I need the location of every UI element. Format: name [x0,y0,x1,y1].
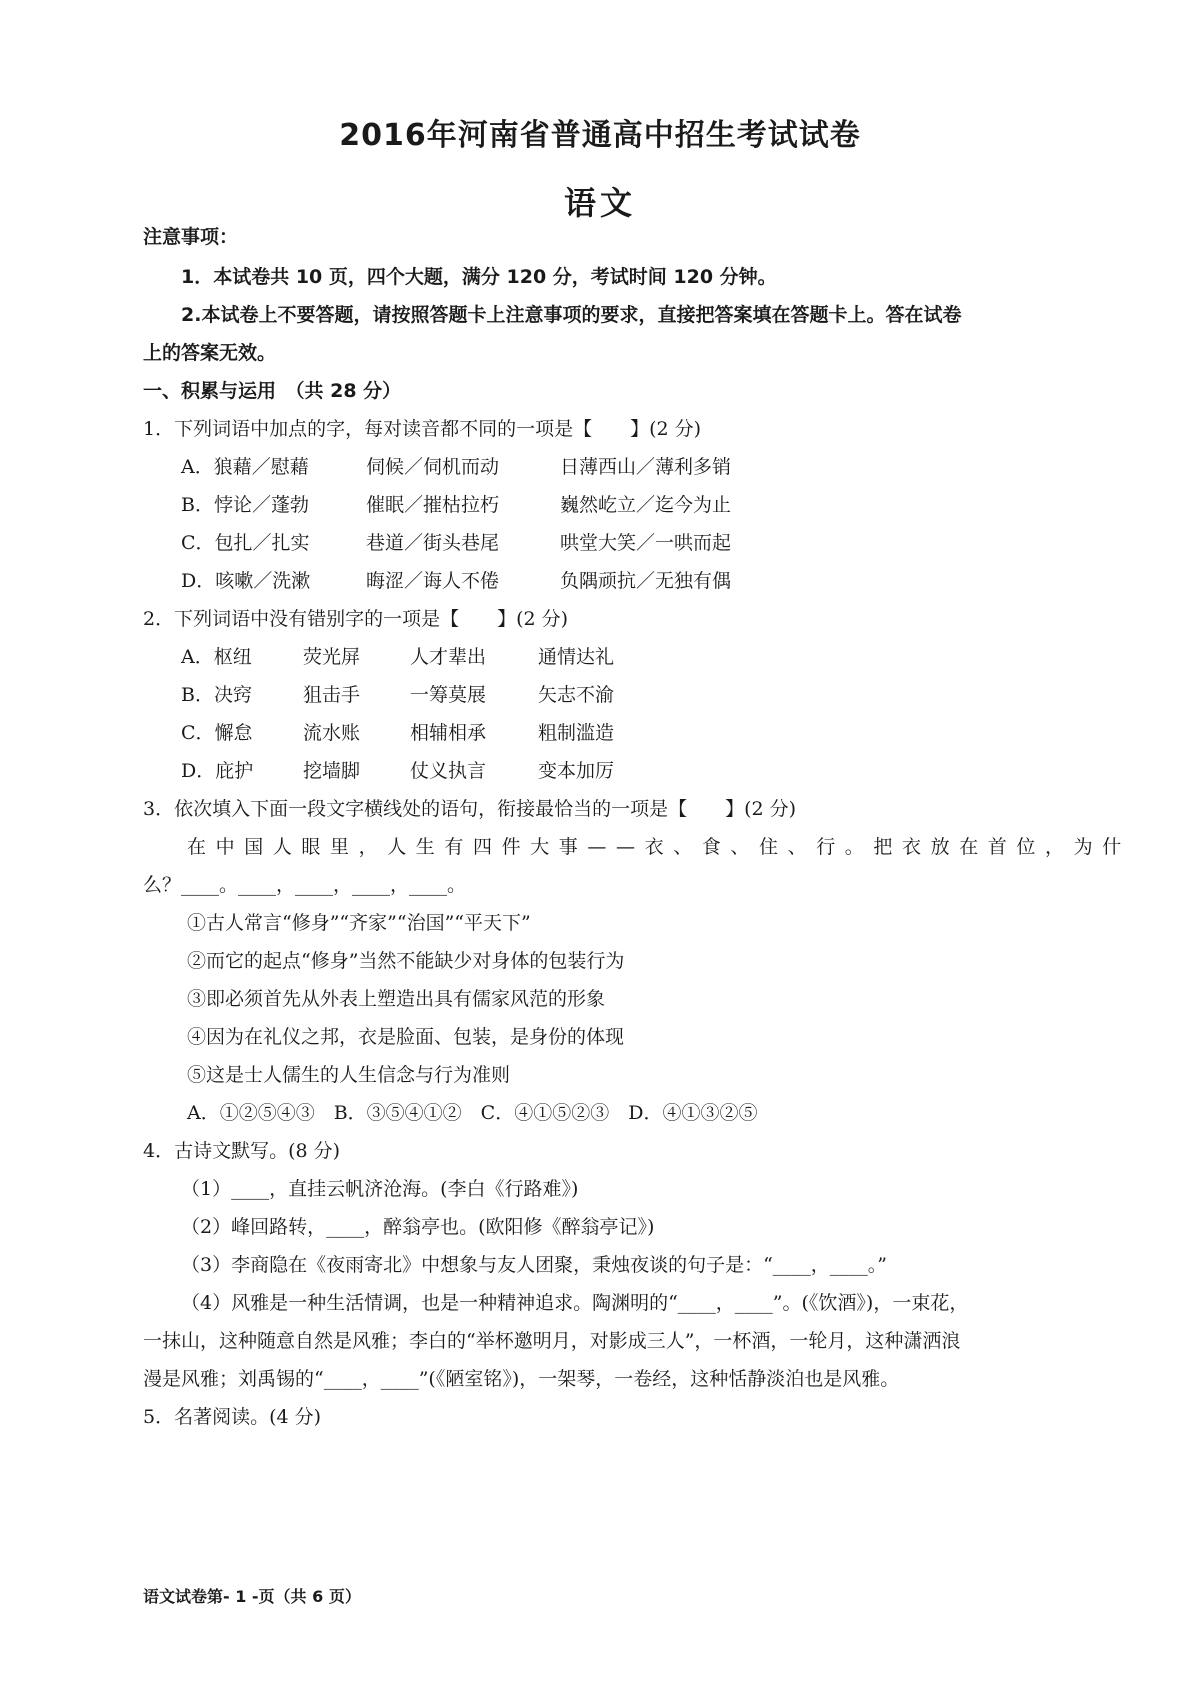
question-4-part-2: （2）峰回路转，____，醉翁亭也。(欧阳修《醉翁亭记》) [181,1216,655,1238]
question-3-item-4: ④因为在礼仪之邦，衣是脸面、包装，是身份的体现 [187,1026,625,1048]
option-text: 仗义执言 [410,760,487,782]
option-text: 粗制滥造 [538,722,615,744]
question-3-passage-line1: 在中国人眼里，人生有四件大事——衣、食、住、行。把衣放在首位，为什 [187,836,1131,858]
option-text: 人才辈出 [410,646,487,668]
option-text: A．枢纽 [181,646,252,668]
option-text: 负隅顽抗／无独有偶 [560,570,732,592]
notice-heading: 注意事项： [143,226,239,248]
question-3-item-2: ②而它的起点“修身”当然不能缺少对身体的包装行为 [187,950,625,972]
question-2-stem: 2．下列词语中没有错别字的一项是【 】(2 分) [143,608,569,630]
option-text: 挖墙脚 [303,760,361,782]
section-1-heading: 一、积累与运用 （共 28 分） [143,380,402,402]
option-text: C．懈怠 [181,722,253,744]
option-text: 变本加厉 [538,760,615,782]
option-text: B．悖论／蓬勃 [181,494,309,516]
option-text: 晦涩／诲人不倦 [366,570,500,592]
option-text: A．狼藉／慰藉 [181,456,309,478]
option-text: 通情达礼 [538,646,615,668]
question-4-part-4-line3: 漫是风雅；刘禹锡的“____，____”(《陋室铭》)，一架琴，一卷经，这种恬静淡泊也是风雅。 [143,1368,900,1390]
question-3-stem: 3．依次填入下面一段文字横线处的语句，衔接最恰当的一项是【 】(2 分) [143,798,797,820]
question-4-part-4-line1: （4）风雅是一种生活情调，也是一种精神追求。陶渊明的“____，____”。(《饮酒》)，一束花， [181,1292,969,1314]
option-text: 巷道／街头巷尾 [366,532,500,554]
question-1-stem: 1．下列词语中加点的字，每对读音都不同的一项是【 】(2 分) [143,418,702,440]
question-4-part-1: （1）____，直挂云帆济沧海。(李白《行路难》) [181,1178,579,1200]
question-3-passage-line2: 么？____。____，____，____，____。 [143,874,467,896]
question-4-part-4-line2: 一抹山，这种随意自然是风雅；李白的“举杯邀明月，对影成三人”，一杯酒，一轮月，这种潇洒浪 [143,1330,961,1352]
question-3-item-5: ⑤这是士人儒生的人生信念与行为准则 [187,1064,511,1086]
subject-title: 语文 [563,184,636,222]
option-text: B．决窍 [181,684,252,706]
question-5-stem: 5．名著阅读。(4 分) [143,1406,322,1428]
page-footer: 语文试卷第- 1 -页（共 6 页） [143,1587,361,1606]
option-text: 催眠／摧枯拉朽 [366,494,500,516]
option-text: 伺候／伺机而动 [366,456,500,478]
option-text: D．咳嗽／洗漱 [181,570,311,592]
option-text: 流水账 [303,722,361,744]
notice-item-2-line2: 上的答案无效。 [143,342,277,364]
notice-item-2-line1: 2.本试卷上不要答题，请按照答题卡上注意事项的要求，直接把答案填在答题卡上。答在试卷 [181,304,962,326]
option-text: 一筹莫展 [410,684,487,706]
exam-title: 2016年河南省普通高中招生考试试卷 [339,118,861,153]
option-text: 狙击手 [303,684,361,706]
question-3-item-1: ①古人常言“修身”“齐家”“治国”“平天下” [187,912,531,934]
option-text: 巍然屹立／迄今为止 [560,494,732,516]
option-text: 荧光屏 [303,646,361,668]
notice-item-1: 1．本试卷共 10 页，四个大题，满分 120 分，考试时间 120 分钟。 [181,266,777,288]
option-text: 矢志不渝 [538,684,615,706]
question-3-item-3: ③即必须首先从外表上塑造出具有儒家风范的形象 [187,988,606,1010]
question-4-part-3: （3）李商隐在《夜雨寄北》中想象与友人团聚，秉烛夜谈的句子是：“____，____。” [181,1254,888,1276]
option-text: C．包扎／扎实 [181,532,310,554]
option-text: 哄堂大笑／一哄而起 [560,532,732,554]
option-text: 相辅相承 [410,722,487,744]
question-4-stem: 4．古诗文默写。(8 分) [143,1140,341,1162]
option-text: D．庇护 [181,760,254,782]
question-3-choices: A．①②⑤④③ B．③⑤④①② C．④①⑤②③ D．④①③②⑤ [187,1102,758,1124]
option-text: 日薄西山／薄利多销 [560,456,732,478]
